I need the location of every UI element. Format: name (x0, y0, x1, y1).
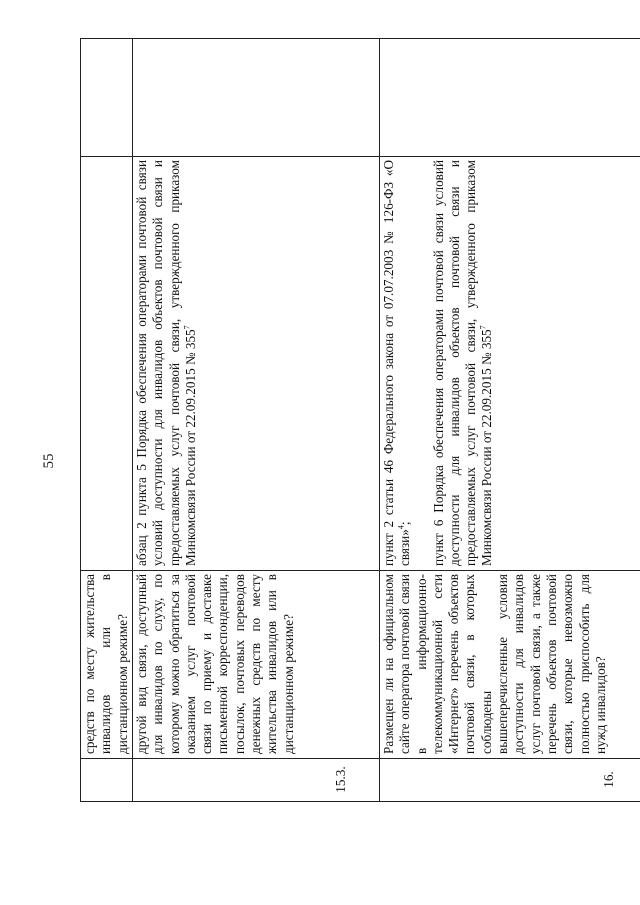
question-cell (133, 570, 379, 758)
question-text: другой вид связи, доступный для инвалидов по слуху, по которому можно обратиться за оказанием услуг почтовой связи по приему и доставке письменной корреспонденции, посылок, почтовых переводов денежных средств по месту жительства инвалидов или в дистанционном режиме? (134, 574, 296, 754)
reference-text: пункт 2 статьи 46 Федерального закона от 07.07.2003 № 126-ФЗ «О связи»$^4$; (381, 160, 413, 566)
footnote-marker: 7 (182, 325, 192, 330)
empty-cell (380, 37, 640, 156)
footnote-marker: 4 (396, 525, 406, 530)
table-row (379, 38, 640, 802)
row-number-cell (81, 758, 132, 801)
row-number-cell (133, 758, 379, 801)
checklist-table (80, 38, 640, 802)
page-number: 55 (41, 453, 57, 469)
reference-text: пункт 6 Порядка обеспечения операторами почтовой связи условий доступности для инвалидов объектов почтовой связи и предоставляемых услуг почтовой связи, утвержденного приказом Минкомсвязи России от 22.09.2015 № $355^7$ (430, 160, 495, 566)
footnote-marker: 7 (479, 325, 489, 330)
reference-cell (81, 156, 132, 570)
reference-cell (133, 156, 379, 570)
table-row (80, 38, 132, 802)
question-text: Размещен ли на официальном сайте оператора почтовой связи в информационно-телекоммуникационной сети «Интернет» перечень объектов почтовой связи, в которых соблюдены вышеперечисленные условия доступности для инвалидов услуг почтовой связи, а также перечень объектов почтовой связи, которые невозможно полностью приспособить для нужд инвалидов? (381, 574, 608, 754)
reference-cell (380, 156, 640, 570)
question-text: средств по месту жительства инвалидов или в дистанционном режиме? (82, 574, 130, 754)
row-number-cell (380, 758, 640, 801)
question-cell (81, 570, 132, 758)
empty-cell (81, 37, 132, 156)
empty-cell (133, 37, 379, 156)
row-number: 16. (601, 771, 616, 788)
reference-text: абзац 2 пункта 5 Порядка обеспечения операторами почтовой связи условий доступности для инвалидов объектов почтовой связи и предоставляемых услуг почтовой связи, утвержденного приказом Минкомсвязи России от 22.09.2015 № $355^7$ (134, 160, 198, 566)
table-row (132, 38, 379, 802)
question-cell (380, 570, 640, 758)
row-number: 15.3. (333, 766, 348, 793)
